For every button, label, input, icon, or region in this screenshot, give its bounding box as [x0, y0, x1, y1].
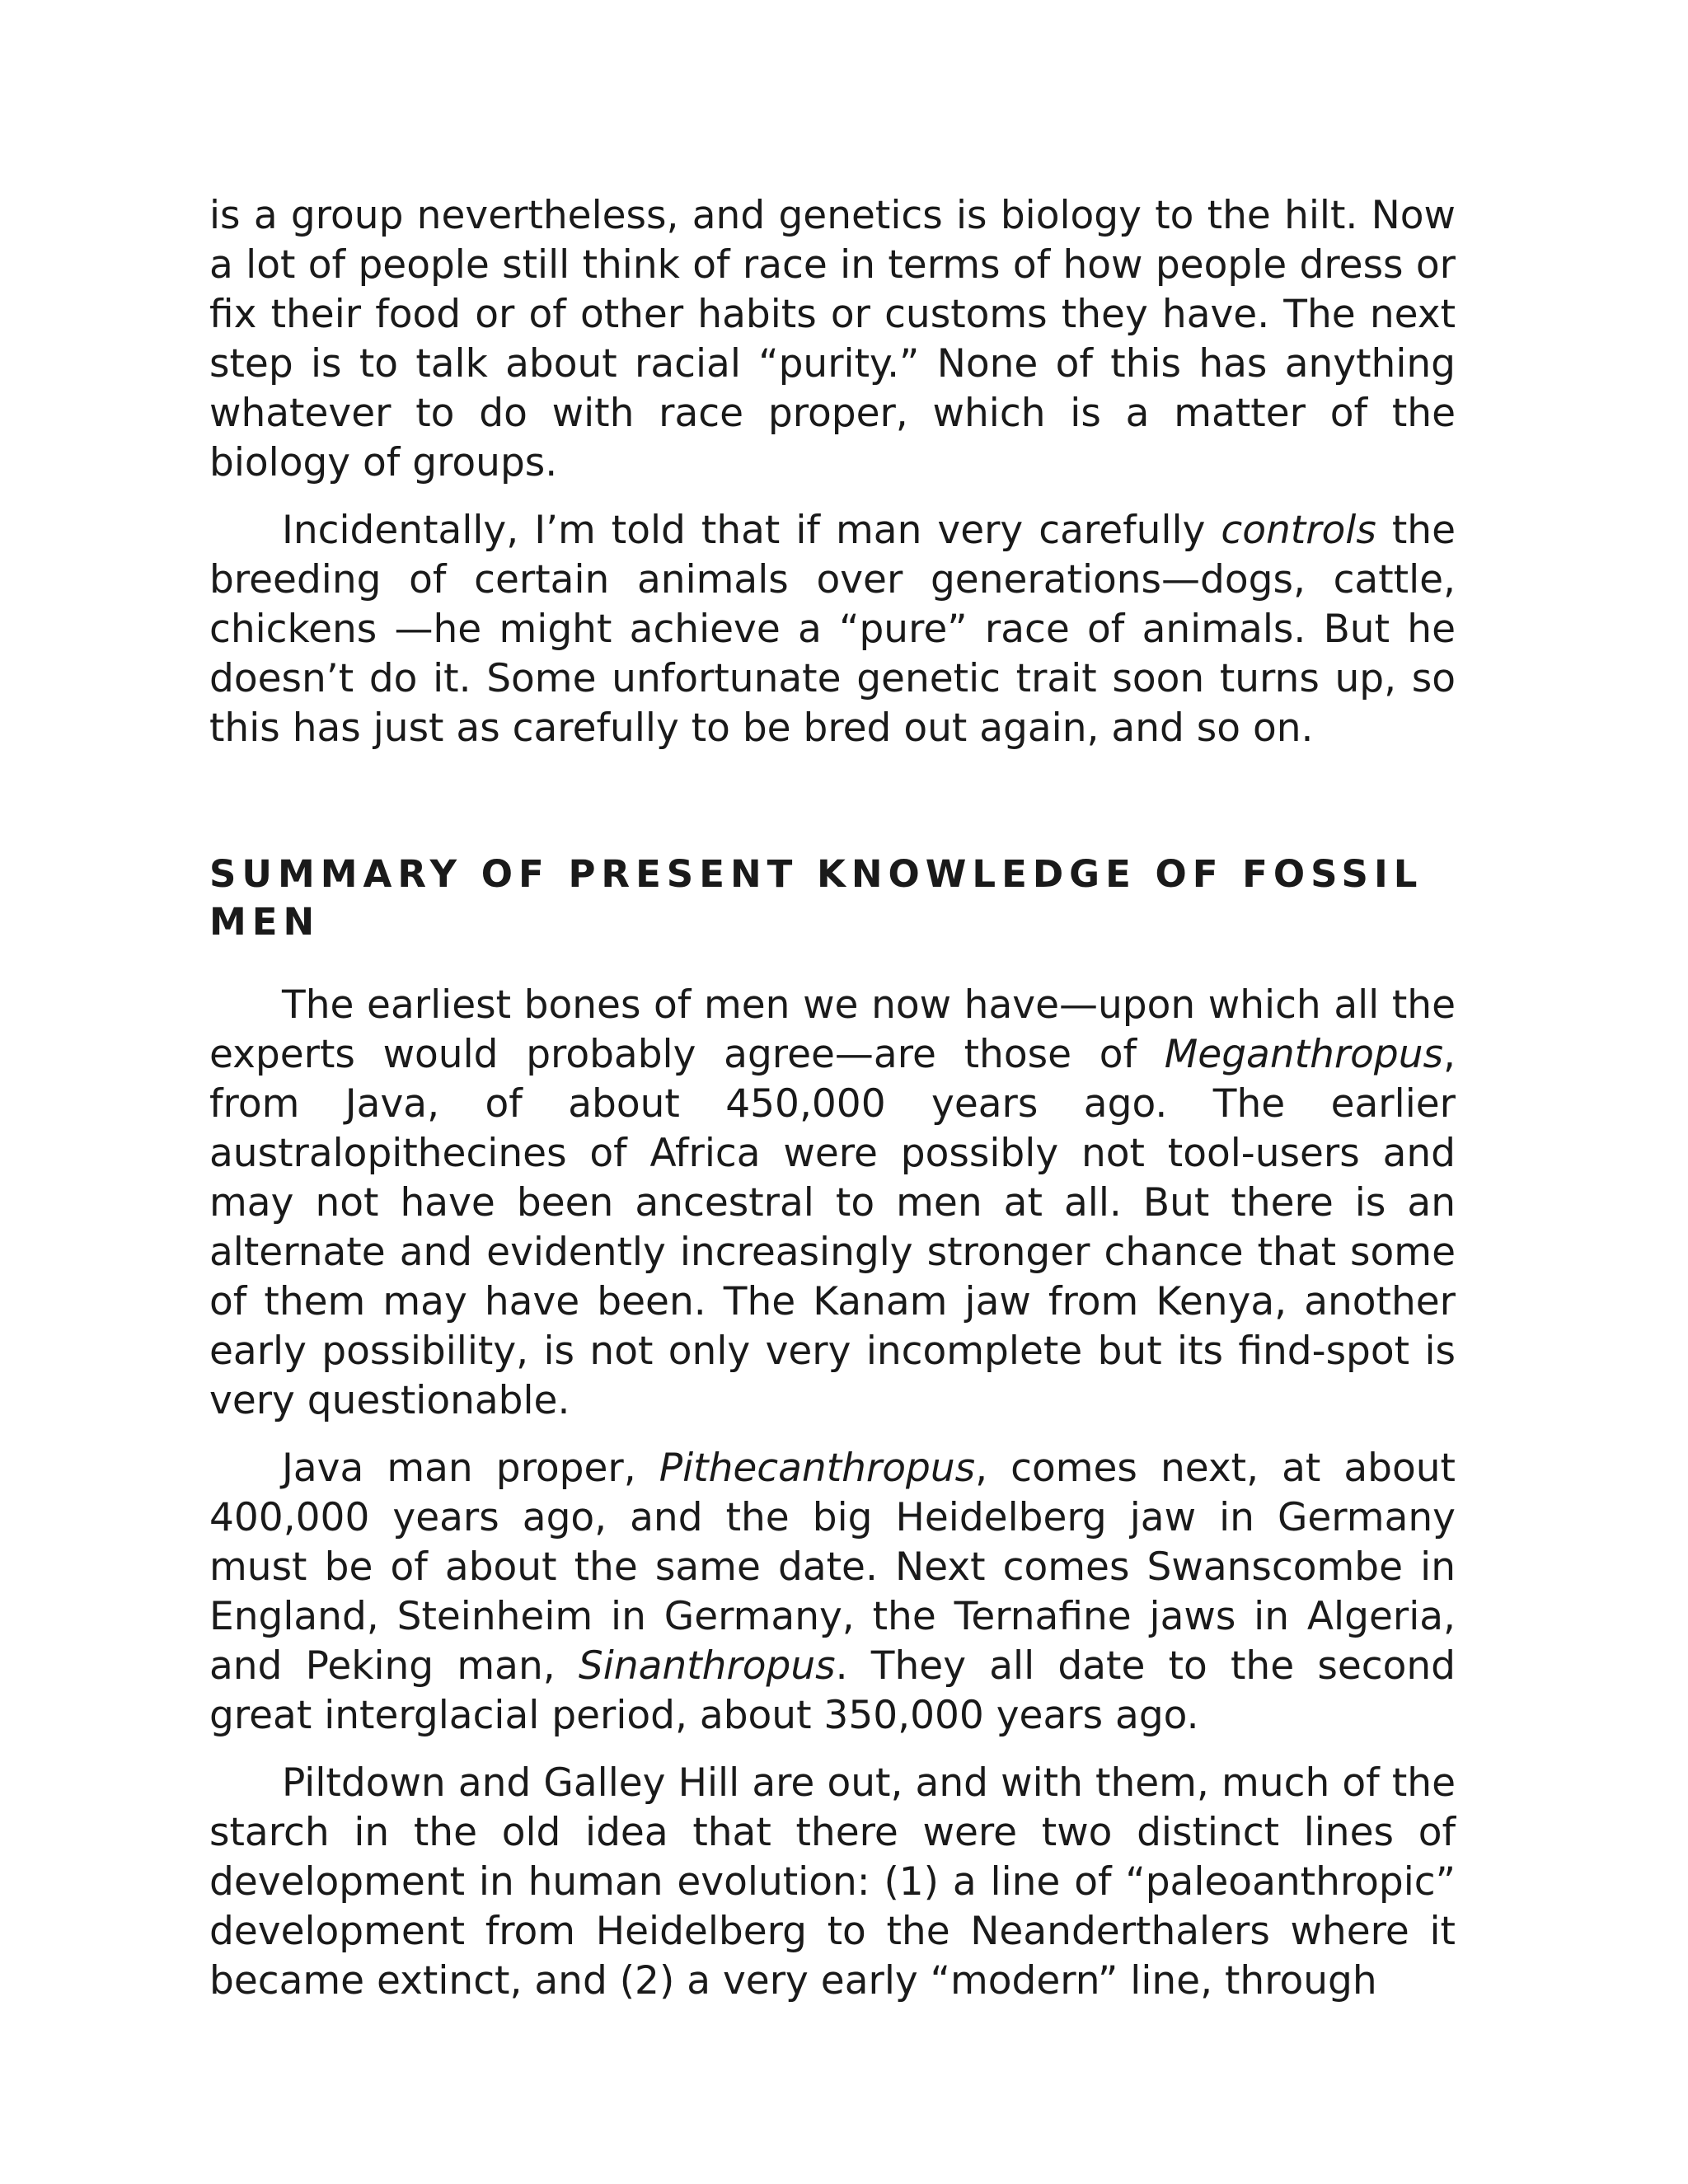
text-segment: is a group nevertheless, and genetics is biology to the hilt. Now a lot of people still think of race in terms of how people dress or fix their food or of other habits or customs they have. The next step is to talk about racial “purity.” None of this has anything whatever to do with race proper, which is a matter of the biology of groups. — [209, 193, 1456, 485]
text-segment: Incidentally, I’m told that if man very carefully — [282, 508, 1221, 553]
text-segment: , comes next, at about 400,000 years ago, and the big Heidelberg jaw in Germany must be of about the same date. Next comes Swanscombe in England, Steinheim in Germany, the Ternafine jaws in Algeria, and Peking man, — [209, 1446, 1456, 1689]
text-segment: The earliest bones of men we now have—upon which all the experts would probably agree—are those of — [209, 982, 1456, 1077]
section-heading: SUMMARY OF PRESENT KNOWLEDGE OF FOSSIL MEN — [209, 852, 1423, 944]
paragraph-race-proper — [209, 191, 1456, 488]
document-page — [209, 191, 1456, 2024]
paragraph-piltdown — [209, 1759, 1456, 2006]
italic-term: Sinanthropus — [578, 1643, 836, 1689]
paragraph-breeding — [209, 506, 1456, 753]
text-segment: Piltdown and Galley Hill are out, and with them, much of the starch in the old idea that there were two distinct lines of development in human evolution: (1) a line of “paleoanthropic” development from Heidelberg to the Neanderthalers where it became extinct, and (2) a very early “modern” line, through — [209, 1760, 1456, 2004]
paragraph-earliest-bones — [209, 981, 1456, 1426]
text-segment: , from Java, of about 450,000 years ago. The earlier australopithecines of Africa were possibly not tool-users and may not have been ancestral to men at all. But there is an alternate and evidently increasingly stronger chance that some of them may have been. The Kanam jaw from Kenya, another early possibility, is not only very incomplete but its find-spot is very questionable. — [209, 1032, 1456, 1423]
text-segment: Java man proper, — [282, 1446, 659, 1491]
text-segment: . They all date to the second great interglacial period, about 350,000 years ago. — [209, 1643, 1456, 1738]
italic-term: Pithecanthropus — [659, 1446, 976, 1491]
italic-term: Meganthropus — [1164, 1032, 1444, 1077]
text-segment: the breeding of certain animals over generations—dogs, cattle, chickens —he might achieve a “pure” race of animals. But he doesn’t do it. Some unfortunate genetic trait soon turns up, so this has just as carefully to be bred out again, and so on. — [209, 508, 1456, 751]
italic-term: controls — [1221, 508, 1376, 553]
paragraph-java-man — [209, 1444, 1456, 1741]
